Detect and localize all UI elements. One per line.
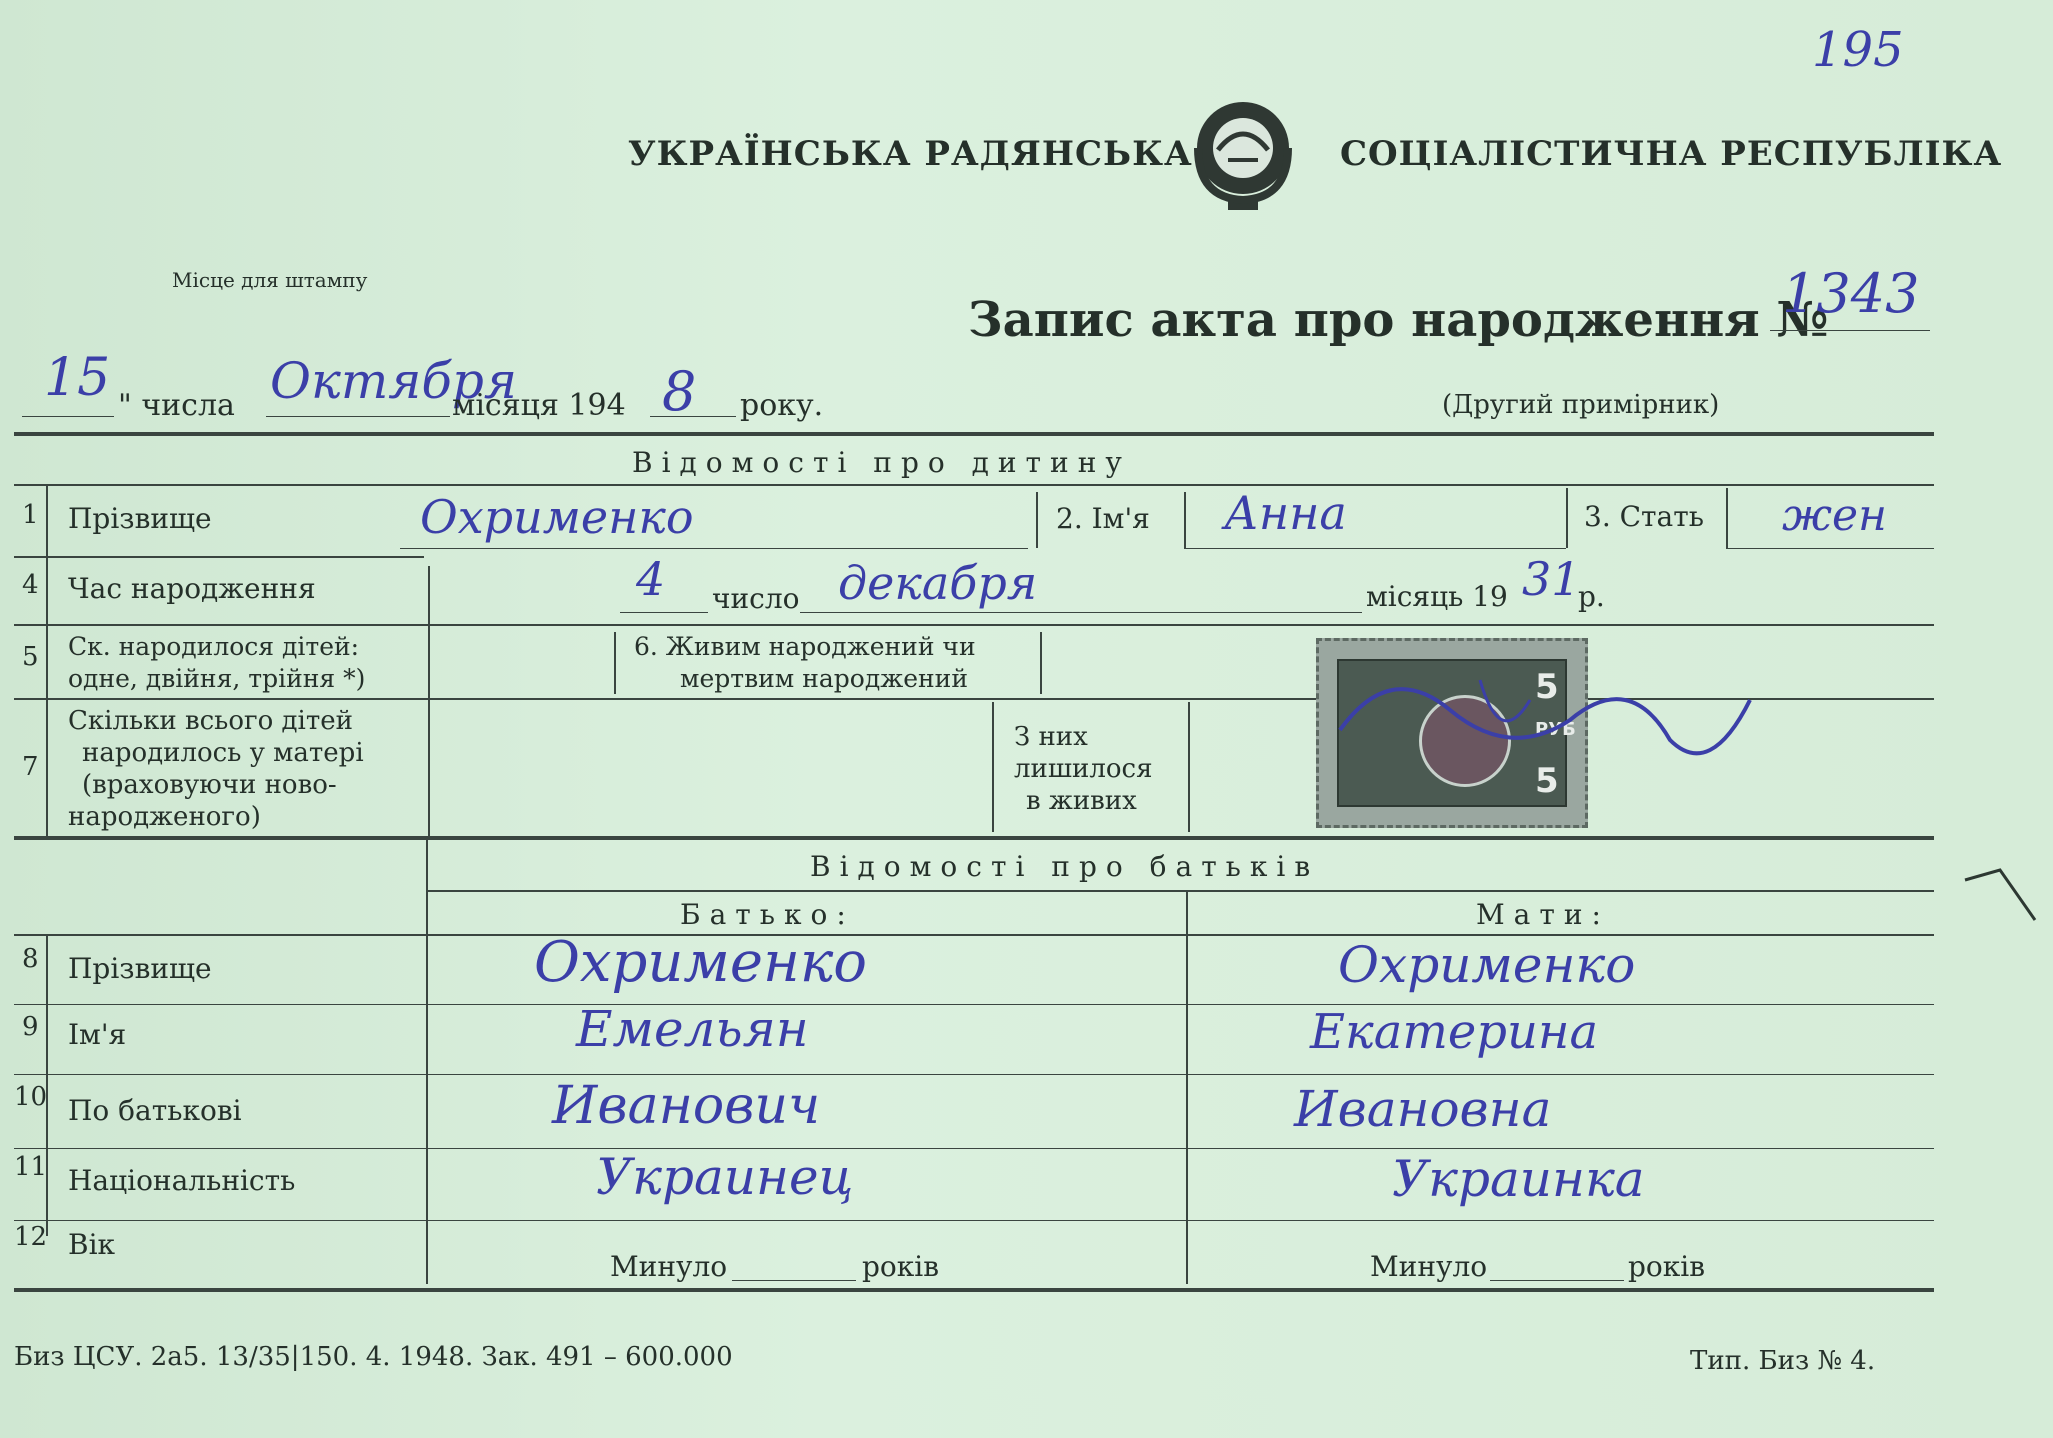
- mother-nationality-value: Украинка: [1392, 1150, 1645, 1208]
- father-name-value: Емельян: [576, 1000, 809, 1058]
- alive-label-line1: 6. Живим народжений чи: [634, 632, 976, 661]
- parent-name-label: Ім'я: [68, 1018, 127, 1051]
- father-patronymic-value: Иванович: [552, 1076, 821, 1136]
- total-label-line3: (враховуючи ново-: [82, 770, 337, 800]
- child-name-label: 2. Ім'я: [1056, 502, 1150, 535]
- row-number-5: 5: [22, 642, 39, 672]
- name-value-divider: [1184, 492, 1186, 548]
- row10-bottom: [14, 1148, 1934, 1149]
- row-number-7: 7: [22, 752, 39, 782]
- record-number-underline: [1770, 330, 1930, 331]
- row-number-1: 1: [22, 500, 39, 530]
- row9-bottom: [14, 1074, 1934, 1075]
- sex-divider: [1566, 488, 1568, 548]
- footer-left: Биз ЦСУ. 2а5. 13/35|150. 4. 1948. Зак. 491 – 600.000: [14, 1342, 733, 1372]
- parents-section-bottom: [14, 1288, 1934, 1292]
- header-left: УКРАЇНСЬКА РАДЯНСЬКА: [628, 134, 1193, 174]
- child-section-title: Відомості про дитину: [632, 446, 1131, 479]
- count-label-line2: одне, двійня, трійня *): [68, 664, 366, 693]
- child-sex-value: жен: [1782, 490, 1888, 541]
- count-label-line1: Ск. народилося дітей:: [68, 632, 360, 661]
- survived-divider-right: [1188, 702, 1190, 832]
- date-year-underline: [650, 416, 736, 417]
- stamp-place-label: Місце для штампу: [172, 268, 368, 292]
- parent-age-label: Вік: [68, 1228, 116, 1261]
- ussr-emblem-icon: [1188, 88, 1298, 216]
- alive-divider-right: [1040, 632, 1042, 694]
- row-number-11: 11: [14, 1152, 48, 1182]
- child-surname-label: Прізвище: [68, 502, 212, 535]
- birth-day-underline: [620, 612, 708, 613]
- alive-label-line2: мертвим народжений: [680, 664, 969, 693]
- birth-year-suffix: р.: [1578, 580, 1605, 613]
- birth-month-underline: [800, 612, 1362, 613]
- birth-year-value: 31: [1522, 552, 1581, 606]
- survived-label-line1: З них: [1014, 722, 1088, 752]
- parent-patronymic-label: По батькові: [68, 1094, 242, 1127]
- row-number-divider: [46, 486, 48, 836]
- father-age-suffix: років: [862, 1250, 939, 1283]
- birth-month-label: місяць 19: [1366, 580, 1508, 613]
- page-number: 195: [1812, 22, 1904, 78]
- date-year-digit: 8: [662, 360, 697, 423]
- date-month-underline: [266, 416, 450, 417]
- mother-header: Мати:: [1476, 898, 1610, 931]
- date-day: 15: [44, 348, 111, 408]
- row8-bottom: [14, 1004, 1934, 1005]
- father-header: Батько:: [680, 898, 855, 931]
- date-day-underline: [22, 416, 114, 417]
- child-title-line: [14, 484, 1934, 486]
- copy-note: (Другий примірник): [1442, 390, 1720, 420]
- row-number-10: 10: [14, 1082, 48, 1112]
- total-label-line4: народженого): [68, 802, 261, 832]
- mother-surname-value: Охрименко: [1338, 936, 1636, 994]
- mother-age-underline: [1490, 1280, 1624, 1281]
- father-nationality-value: Украинец: [596, 1148, 854, 1206]
- date-roku-label: року.: [740, 388, 824, 423]
- child-name-value: Анна: [1224, 486, 1347, 540]
- stamp-currency: РУБ: [1535, 719, 1576, 740]
- father-surname-value: Охрименко: [534, 930, 868, 995]
- row11-bottom: [14, 1220, 1934, 1221]
- row-number-12: 12: [14, 1222, 48, 1252]
- parents-section-title: Відомості про батьків: [810, 850, 1320, 883]
- birth-month-value: декабря: [838, 556, 1038, 610]
- child-surname-value: Охрименко: [420, 490, 694, 544]
- parents-header-line: [14, 934, 1934, 936]
- row-number-9: 9: [22, 1012, 39, 1042]
- parents-title-line: [426, 890, 1934, 892]
- sex-value-divider: [1726, 488, 1728, 548]
- signature-scribble: [1330, 640, 1770, 810]
- total-label-line2: народилось у матері: [82, 738, 364, 768]
- footer-right: Тип. Биз № 4.: [1690, 1346, 1876, 1376]
- father-age-underline: [732, 1280, 856, 1281]
- record-number: 1343: [1782, 262, 1920, 325]
- mother-name-value: Екатерина: [1310, 1004, 1599, 1060]
- parent-surname-label: Прізвище: [68, 952, 212, 985]
- parent-nationality-label: Національність: [68, 1164, 296, 1197]
- birth-day-value: 4: [636, 552, 666, 606]
- father-age-prefix: Минуло: [610, 1250, 728, 1283]
- child-section-bottom: [14, 836, 1934, 840]
- child-name-underline: [1184, 548, 1566, 549]
- birth-day-label: число: [712, 582, 800, 615]
- birth-time-label: Час народження: [68, 572, 316, 605]
- child-section-top: [14, 432, 1934, 436]
- mother-age-suffix: років: [1628, 1250, 1705, 1283]
- survived-label-line3: в живих: [1026, 786, 1137, 816]
- child-sex-underline: [1726, 548, 1934, 549]
- mother-age-prefix: Минуло: [1370, 1250, 1488, 1283]
- child-surname-underline: [400, 548, 1028, 549]
- father-mother-divider: [1186, 892, 1188, 1284]
- stamp-denomination-top: 5: [1535, 667, 1559, 707]
- mother-patronymic-value: Ивановна: [1294, 1080, 1552, 1138]
- stamp-denomination-bottom: 5: [1535, 761, 1559, 801]
- row4-bottom: [14, 624, 1934, 626]
- row-number-4: 4: [22, 570, 39, 600]
- row-number-8: 8: [22, 944, 39, 974]
- margin-mark: [1960, 860, 2040, 940]
- child-sex-label: 3. Стать: [1584, 500, 1704, 533]
- survived-divider-left: [992, 702, 994, 832]
- parents-label-divider: [426, 840, 428, 1284]
- record-title: Запис акта про народження №: [968, 292, 1829, 348]
- row1-bottom: [14, 556, 424, 558]
- total-label-line1: Скільки всього дітей: [68, 706, 353, 736]
- alive-divider-left: [614, 632, 616, 694]
- label-column-divider: [428, 566, 430, 836]
- header-right: СОЦІАЛІСТИЧНА РЕСПУБЛІКА: [1340, 134, 2003, 174]
- name-divider: [1036, 492, 1038, 548]
- date-misiatsia-label: місяця 194: [452, 388, 626, 423]
- date-chysla-label: " числа: [118, 388, 235, 423]
- date-month: Октября: [270, 352, 517, 410]
- survived-label-line2: лишилося: [1014, 754, 1153, 784]
